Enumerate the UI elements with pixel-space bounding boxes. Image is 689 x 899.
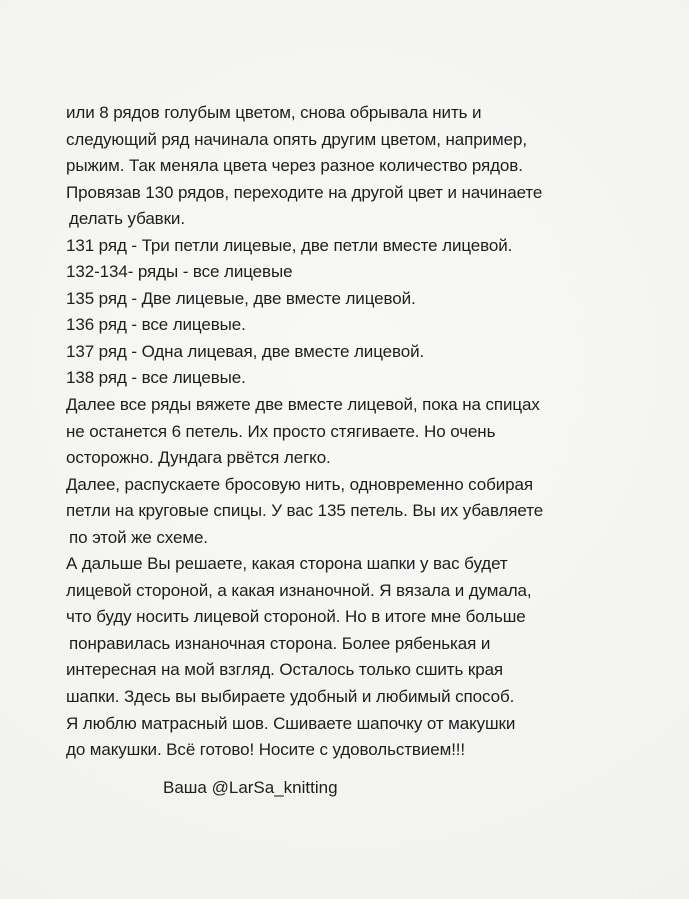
- text-line: А дальше Вы решаете, какая сторона шапки у вас будет: [66, 554, 508, 574]
- text-line: 132-134- ряды - все лицевые: [66, 262, 293, 282]
- text-line: 135 ряд - Две лицевые, две вместе лицевой.: [66, 288, 416, 308]
- text-line: что буду носить лицевой стороной. Но в итоге мне больше: [66, 607, 526, 627]
- text-line: шапки. Здесь вы выбираете удобный и любимый способ.: [66, 687, 515, 707]
- text-line: понравилась изнаночная сторона. Более рябенькая и: [69, 633, 491, 653]
- text-line: интересная на мой взгляд. Осталось только сшить края: [66, 660, 504, 680]
- text-line: по этой же схеме.: [69, 527, 208, 547]
- text-line: рыжим. Так меняла цвета через разное количество рядов.: [66, 156, 523, 176]
- text-line: Провязав 130 рядов, переходите на другой цвет и начинаете: [66, 182, 543, 202]
- signature: Ваша @LarSa_knitting: [163, 778, 338, 797]
- text-line: или 8 рядов голубым цветом, снова обрывала нить и: [66, 103, 482, 122]
- text-line: следующий ряд начинала опять другим цветом, например,: [66, 129, 527, 149]
- text-line: 136 ряд - все лицевые.: [66, 315, 246, 335]
- instructions-text: [66, 100, 666, 764]
- text-line: петли на круговые спицы. У вас 135 петель. Вы их убавляете: [66, 501, 544, 521]
- text-line: до макушки. Всё готово! Носите с удовольствием!!!: [66, 740, 466, 760]
- text-line: 138 ряд - все лицевые.: [66, 368, 246, 388]
- text-line: Я люблю матрасный шов. Сшиваете шапочку от макушки: [66, 713, 516, 733]
- text-line: 131 ряд - Три петли лицевые, две петли вместе лицевой.: [66, 235, 513, 255]
- text-line: Далее все ряды вяжете две вместе лицевой, пока на спицах: [66, 395, 540, 415]
- text-line: Далее, распускаете бросовую нить, одновременно собирая: [66, 474, 533, 494]
- text-line: 137 ряд - Одна лицевая, две вместе лицевой.: [66, 341, 425, 361]
- text-line: делать убавки.: [69, 209, 185, 229]
- text-line: осторожно. Дундага рвётся легко.: [66, 448, 331, 468]
- text-line: не останется 6 петель. Их просто стягиваете. Но очень: [66, 421, 496, 441]
- text-line: лицевой стороной, а какая изнаночной. Я вязала и думала,: [66, 580, 532, 600]
